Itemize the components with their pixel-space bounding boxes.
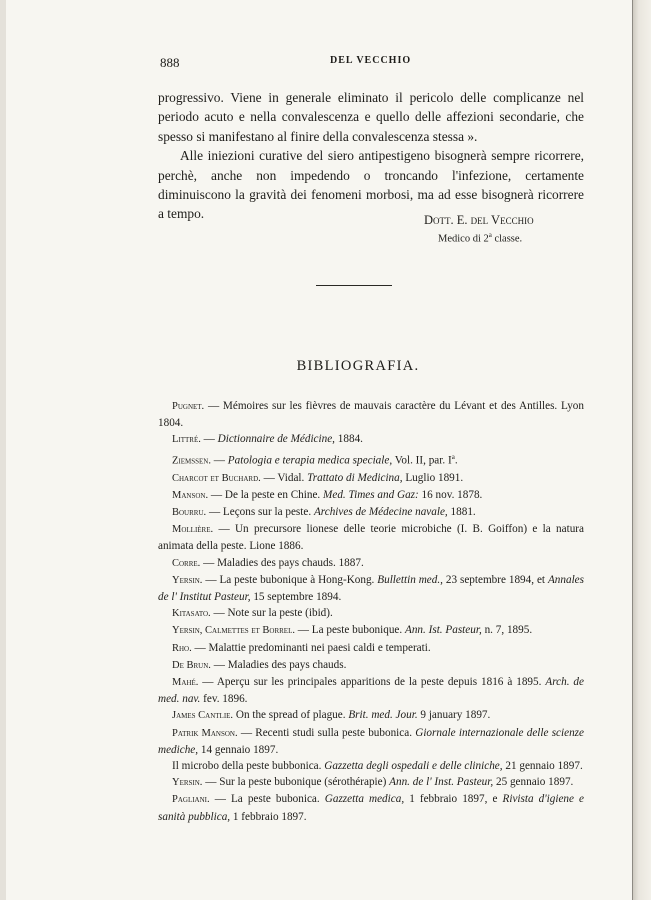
entry-author: Pugnet. (172, 401, 205, 412)
entry-text: n. 7, 1895. (481, 624, 533, 637)
entry-text: . (454, 454, 458, 467)
bibliography-entry (158, 707, 584, 724)
entry-text: 23 septembre 1894, et (442, 573, 548, 586)
entry-text: — Maladies des pays chauds. (210, 658, 347, 671)
entry-author: Ziemssen. (172, 455, 211, 467)
entry-title: Arch. de med. nav. (158, 675, 584, 706)
entry-text: — Maladies des pays chauds. 1887. (200, 556, 364, 569)
entry-text: 1 febbraio 1897. (230, 810, 307, 823)
entry-text: 16 nov. 1878. (418, 488, 483, 501)
entry-text: — Recenti studi sulla peste bubonica. (237, 726, 416, 739)
bibliography-entry (158, 431, 584, 448)
entry-text: — La peste bubonique. (295, 624, 405, 637)
bibliography-entry (158, 622, 584, 639)
entry-text: — Note sur la peste (ibid). (210, 607, 333, 620)
entry-text: — Vidal. (260, 471, 308, 484)
entry-text: 14 gennaio 1897. (198, 743, 279, 756)
entry-text: — Leçons sur la peste. (206, 505, 314, 518)
entry-text: — Un precursore lionese delle teorie microbiche (I. B. Goiffon) e la natura animata della peste. Lione 1886. (158, 523, 584, 553)
section-divider (316, 285, 392, 286)
entry-author: Charcot et Buchard. (172, 472, 261, 484)
entry-text: Vol. II, par. I (392, 454, 452, 467)
entry-text: On the spread of plague. (233, 709, 349, 722)
entry-title: Brit. med. Jour. (348, 709, 418, 722)
entry-text: 9 january 1897. (417, 709, 491, 722)
bibliography-entry (158, 657, 584, 674)
entry-text: 15 septembre 1894. (250, 590, 342, 603)
entry-text: 1881. (447, 505, 476, 518)
bibliography-entry (158, 605, 584, 622)
bibliography-entry (158, 725, 584, 758)
page-number: 888 (160, 55, 180, 70)
page-gutter (632, 0, 651, 900)
bibliography-entry (158, 640, 584, 657)
entry-text: a (451, 452, 455, 461)
entry-title: Gazzetta medica, (324, 793, 405, 806)
entry-author: Rho. (172, 642, 192, 654)
entry-title: Patologia e terapia medica speciale, (227, 454, 393, 467)
entry-author: Yersin. (172, 574, 203, 586)
entry-author: Manson. (172, 489, 209, 501)
entry-text: — De la peste en Chine. (208, 488, 324, 501)
entry-text: Luglio 1891. (402, 471, 464, 484)
signature-name: Dott. E. del Vecchio (424, 213, 534, 227)
bibliography-entry (158, 398, 584, 431)
page-left-edge (0, 0, 6, 900)
entry-text: fev. 1896. (200, 693, 248, 706)
entry-title: Dictionnaire de Médicine, (217, 433, 335, 446)
body-text (158, 88, 584, 224)
bibliography-entry (158, 572, 584, 605)
entry-title: Annales de l' Institut Pasteur, (158, 573, 584, 603)
bibliography-entry (158, 470, 584, 487)
entry-title: Med. Times and Gaz: (323, 488, 419, 501)
bibliography-entry (158, 555, 584, 572)
entry-author: Littré. (172, 434, 201, 446)
entry-author: Kitasato. (172, 608, 211, 620)
entry-author: Mahé. (172, 676, 199, 688)
bibliography-entry (158, 791, 584, 824)
entry-author: Patrik Manson. (172, 727, 238, 739)
entry-title: Bullettin med., (377, 573, 443, 586)
bibliography-list (158, 398, 584, 825)
entry-title: Trattato di Medicina, (307, 471, 403, 484)
entry-title: Rivista d'igiene e sanità pubblica, (158, 793, 585, 823)
running-title: DEL VECCHIO (330, 55, 412, 66)
bibliography-heading: BIBLIOGRAFIA. (296, 358, 420, 374)
entry-text: — Sur la peste bubonique (sérothérapie) (202, 776, 390, 789)
bibliography-entry (158, 449, 584, 470)
entry-title: Ann. de l' Inst. Pasteur, (389, 776, 494, 789)
entry-text: — (211, 454, 228, 467)
entry-title: Gazzetta degli ospedali e delle cliniche, (324, 760, 503, 772)
bibliography-entry (158, 504, 584, 521)
entry-text: — La peste bubonique à Hong-Kong. (202, 573, 378, 586)
entry-title: Giornale internazionale delle scienze mediche, (158, 726, 584, 756)
bibliography-entry (158, 521, 584, 554)
entry-author: Mollière. (172, 524, 214, 536)
signature (424, 213, 534, 245)
entry-author: Yersin, Calmettes et Borrel. (172, 625, 295, 637)
paragraph-2: Alle iniezioni curative del siero antipestigeno bisognerà sempre ricorrere, perchè, anche non impedendo o troncando l'infezione, certamente diminuiscono la gravità dei fenomeni morbosi, ma ad esse bisognerà ricorrere a tempo. (158, 148, 584, 222)
entry-text: 1 febbraio 1897, e (404, 793, 503, 806)
entry-author: Corre. (172, 557, 201, 569)
signature-role: Medico di 2$^a$ classe. (438, 231, 523, 245)
bibliography-entry (158, 674, 584, 707)
entry-text: — Malattie predominanti nei paesi caldi e temperati. (191, 641, 431, 654)
entry-author: De Brun. (172, 659, 211, 671)
entry-text: 25 gennaio 1897. (493, 776, 574, 789)
entry-title: Ann. Ist. Pasteur, (405, 624, 482, 637)
entry-author: Yersin. (172, 777, 203, 789)
entry-text: Il microbo della peste bubbonica. (172, 760, 325, 772)
bibliography-entry (158, 487, 584, 504)
entry-text: — Mémoires sur les fièvres de mauvais caractère du Lévant et des Antilles. Lyon 1804. (158, 400, 584, 430)
bibliography-entry (158, 758, 584, 774)
paragraph-1: progressivo. Viene in generale eliminato il pericolo delle complicanze nel periodo acuto e nella convalescenza e quello delle affezioni secondarie, che spesso si manifestano al finire della convalescenza stessa ». (158, 90, 584, 144)
entry-author: James Cantlie. (172, 710, 234, 722)
entry-author: Bourru. (172, 506, 207, 518)
entry-title: Archives de Médecine navale, (313, 505, 448, 518)
entry-text: — La peste bubonica. (209, 793, 325, 806)
entry-text: 1884. (334, 433, 363, 446)
entry-text: — Aperçu sur les principales apparitions de la peste depuis 1816 à 1895. (198, 675, 546, 688)
entry-author: Pagliani. (172, 794, 210, 806)
entry-text: 21 gennaio 1897. (502, 760, 583, 772)
entry-text: — (200, 433, 218, 446)
bibliography-entry (158, 774, 584, 791)
